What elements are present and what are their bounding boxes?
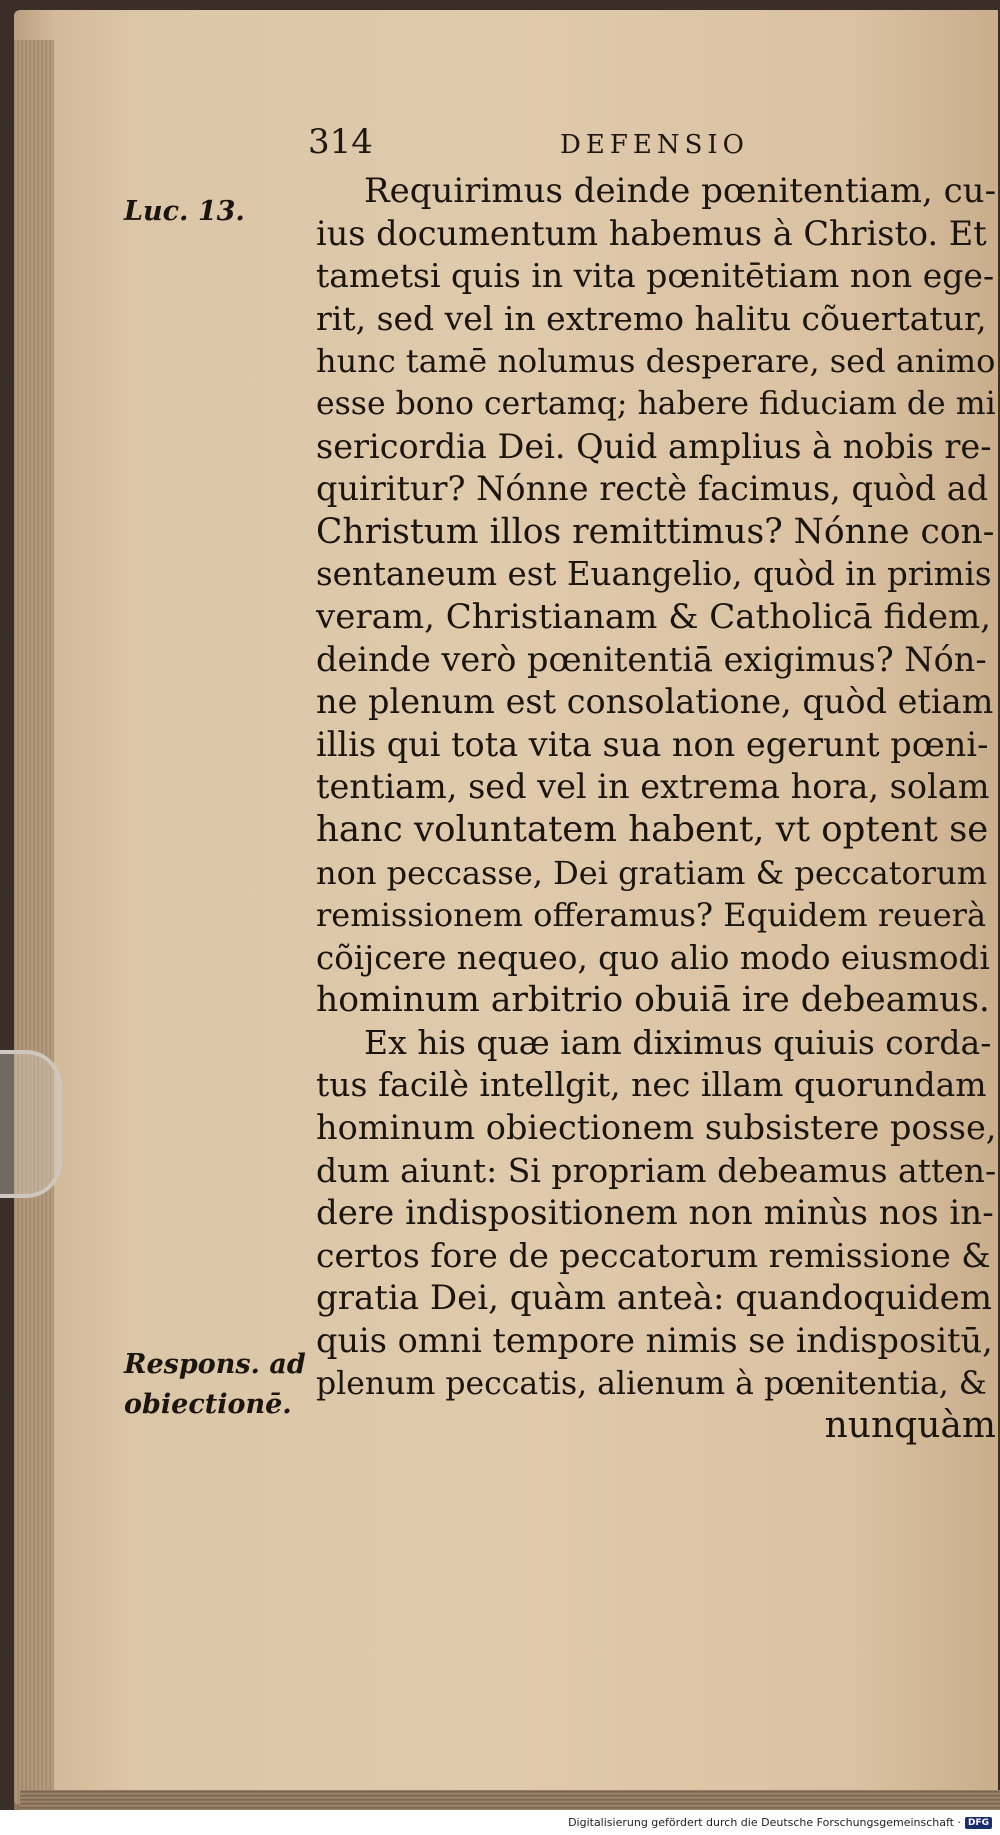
footer-text: Digitalisierung gefördert durch die Deutsche Forschungsgemeinschaft · (568, 1816, 961, 1829)
text-line: quiritur? Nónne rectè facimus, quòd ad (316, 469, 989, 509)
text-line: remissionem offeramus? Equidem reuerà (316, 896, 987, 935)
text-line: illis qui tota vita sua non egerunt pœni- (316, 724, 989, 764)
page-number: 314 (308, 122, 373, 162)
text-line: ne plenum est consolatione, quòd etiam (316, 682, 994, 722)
text-line: Ex his quæ iam diximus quiuis corda- (364, 1022, 992, 1062)
catchword: nunquàm (824, 1405, 996, 1447)
text-line: sericordia Dei. Quid amplius à nobis re- (316, 426, 992, 466)
text-line: tametsi quis in vita pœnitētiam non ege- (316, 256, 995, 296)
text-line: hunc tamē nolumus desperare, sed animo (316, 342, 996, 381)
text-line: tus facilè intellgit, nec illam quorundam (316, 1065, 987, 1105)
text-line: hanc voluntatem habent, vt optent se (316, 808, 989, 850)
text-line: non peccasse, Dei gratiam & peccatorum (316, 853, 988, 892)
text-line: Christum illos remittimus? Nónne con- (316, 511, 995, 552)
margin-note-reference: Luc. 13. (124, 196, 245, 227)
page-clip (0, 1050, 62, 1198)
text-line: veram, Christianam & Catholicā fidem, (316, 596, 992, 637)
body-text (316, 170, 996, 1448)
text-line: cõijcere nequeo, quo alio modo eiusmodi (316, 938, 990, 977)
footer-credit (0, 1810, 1000, 1835)
text-line: ius documentum habemus à Christo. Et (316, 213, 987, 253)
text-line: esse bono certamq; habere fiduciam de mi (316, 385, 996, 422)
text-line: gratia Dei, quàm anteà: quandoquidem (316, 1278, 992, 1319)
text-line: rit, sed vel in extremo halitu cõuertatur, (316, 298, 987, 338)
margin-note-response-2: obiectionē. (124, 1389, 292, 1420)
text-line: quis omni tempore nimis se indispositū, (316, 1321, 993, 1361)
running-title: DEFENSIO (560, 130, 749, 160)
text-line: dere indispositionem non minùs nos in- (316, 1193, 994, 1234)
text-line: tentiam, sed vel in extrema hora, solam (316, 767, 990, 807)
dfg-logo-icon: DFG (965, 1817, 992, 1829)
text-line: hominum obiectionem subsistere posse, (316, 1108, 997, 1148)
page-edge-bottom (20, 1790, 1000, 1812)
text-line: certos fore de peccatorum remissione & (316, 1235, 991, 1275)
text-line: sentaneum est Euangelio, quòd in primis (316, 555, 992, 594)
text-line: dum aiunt: Si propriam debeamus atten- (316, 1150, 997, 1190)
text-line: hominum arbitrio obuiā ire debeamus. (316, 980, 990, 1021)
page-edge-left (14, 40, 54, 1810)
text-line: deinde verò pœnitentiā exigimus? Nón- (316, 639, 987, 679)
catchword-line (316, 1405, 996, 1448)
margin-note-response-1: Respons. ad (124, 1349, 306, 1380)
text-line: Requirimus deinde pœnitentiam, cu- (364, 171, 997, 211)
text-line: plenum peccatis, alienum à pœnitentia, & (316, 1365, 987, 1402)
